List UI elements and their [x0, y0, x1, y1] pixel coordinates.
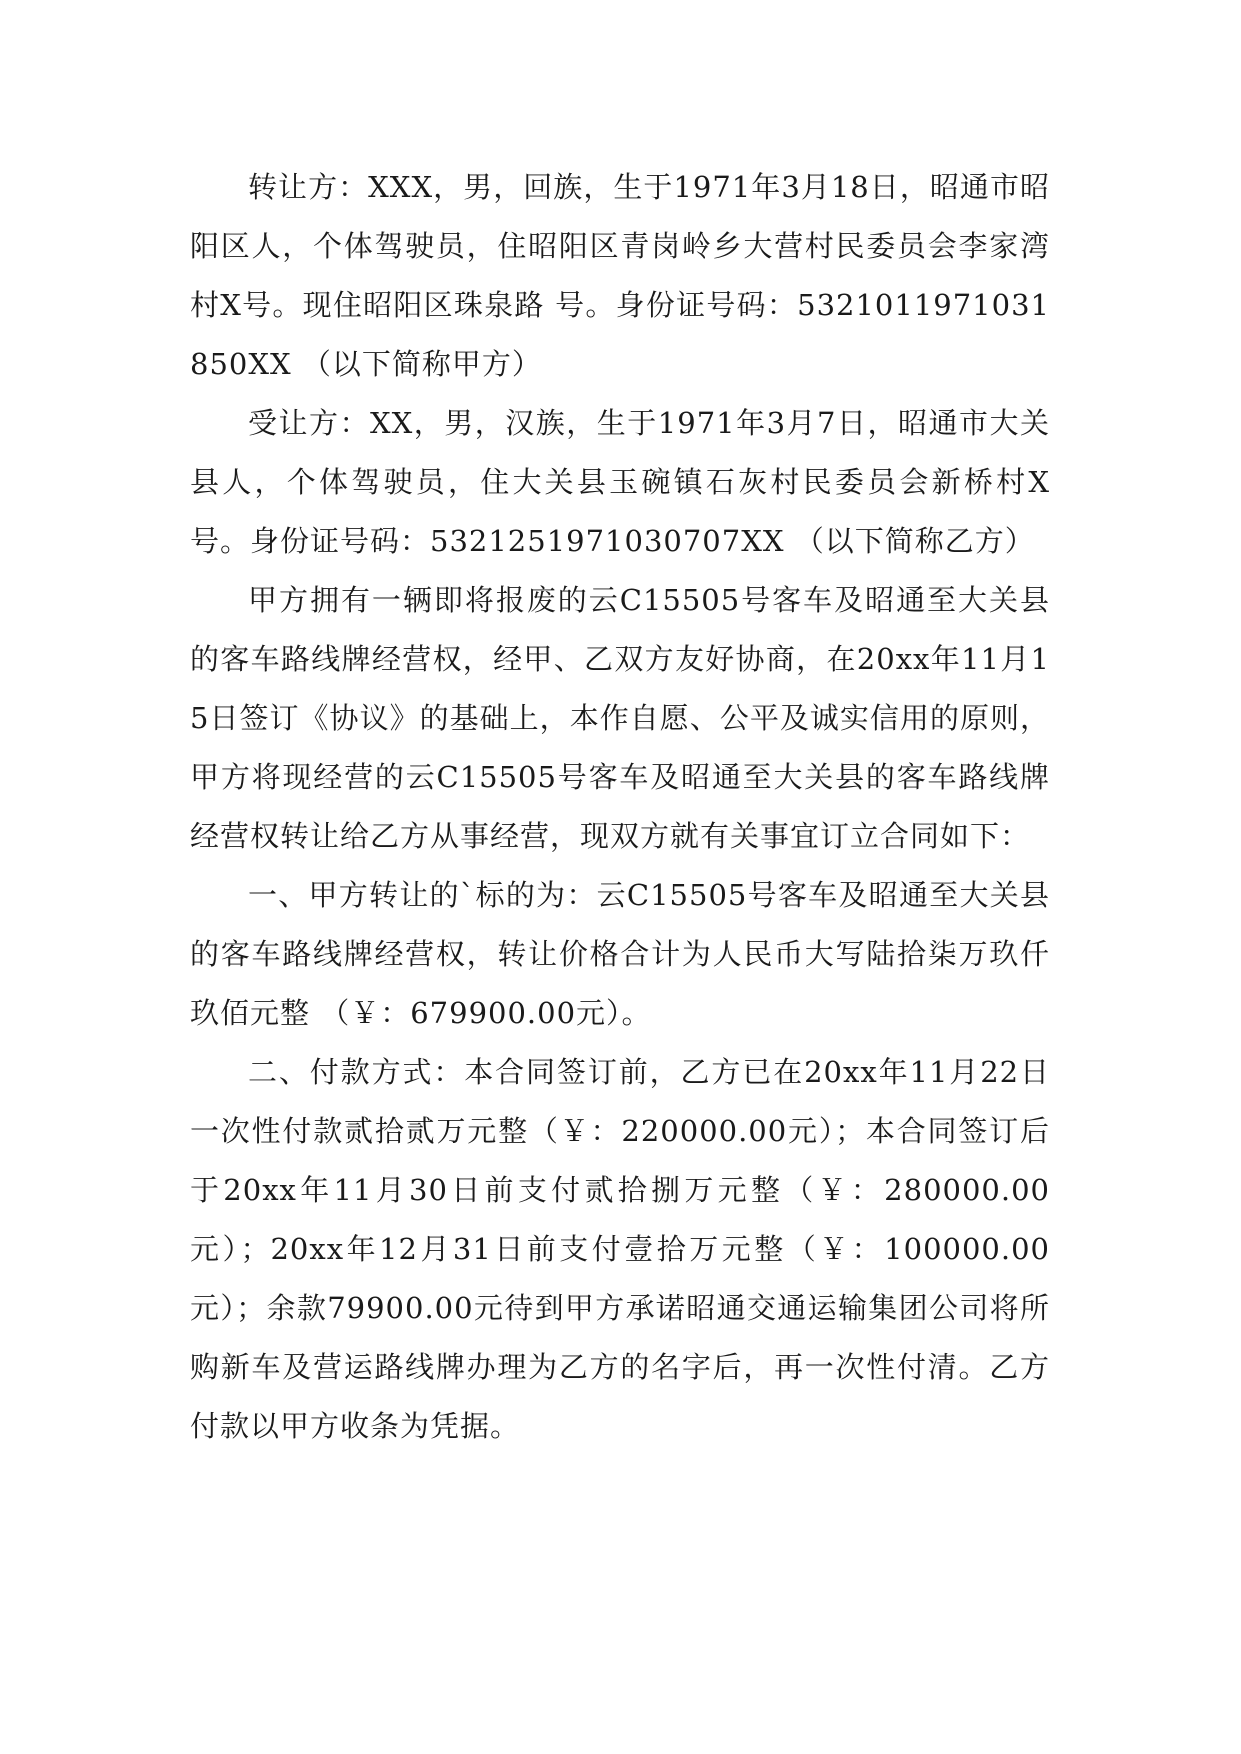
- background-paragraph: 甲方拥有一辆即将报废的云C15505号客车及昭通至大关县的客车路线牌经营权，经甲、乙双方友好协商，在20xx年11月15日签订《协议》的基础上，本作自愿、公平及诚实信用的原则，甲方将现经营的云C15505号客车及昭通至大关县的客车路线牌经营权转让给乙方从事经营，现双方就有关事宜订立合同如下：: [190, 583, 1050, 853]
- contract-body: [190, 158, 1050, 1456]
- transferor-paragraph: 转让方：XXX，男，回族，生于1971年3月18日，昭通市昭阳区人，个体驾驶员，住昭阳区青岗岭乡大营村民委员会李家湾村X号。现住昭阳区珠泉路 号。身份证号码：5321011971031850XX （以下简称甲方）: [190, 170, 1050, 381]
- clause-2-paragraph: 二、付款方式：本合同签订前，乙方已在20xx年11月22日一次性付款贰拾贰万元整（￥：220000.00元）；本合同签订后于20xx年11月30日前支付贰拾捌万元整（￥：280000.00元）；20xx年12月31日前支付壹拾万元整（￥：100000.00元）；余款79900.00元待到甲方承诺昭通交通运输集团公司将所购新车及营运路线牌办理为乙方的名字后，再一次性付清。乙方付款以甲方收条为凭据。: [190, 1055, 1050, 1443]
- clause-1-paragraph: 一、甲方转让的`标的为：云C15505号客车及昭通至大关县的客车路线牌经营权，转让价格合计为人民币大写陆拾柒万玖仟玖佰元整 （￥：679900.00元）。: [190, 878, 1050, 1030]
- transferee-paragraph: 受让方：XX，男，汉族，生于1971年3月7日，昭通市大关县人，个体驾驶员，住大关县玉碗镇石灰村民委员会新桥村X号。身份证号码：5321251971030707XX （以下简称乙方）: [190, 406, 1050, 558]
